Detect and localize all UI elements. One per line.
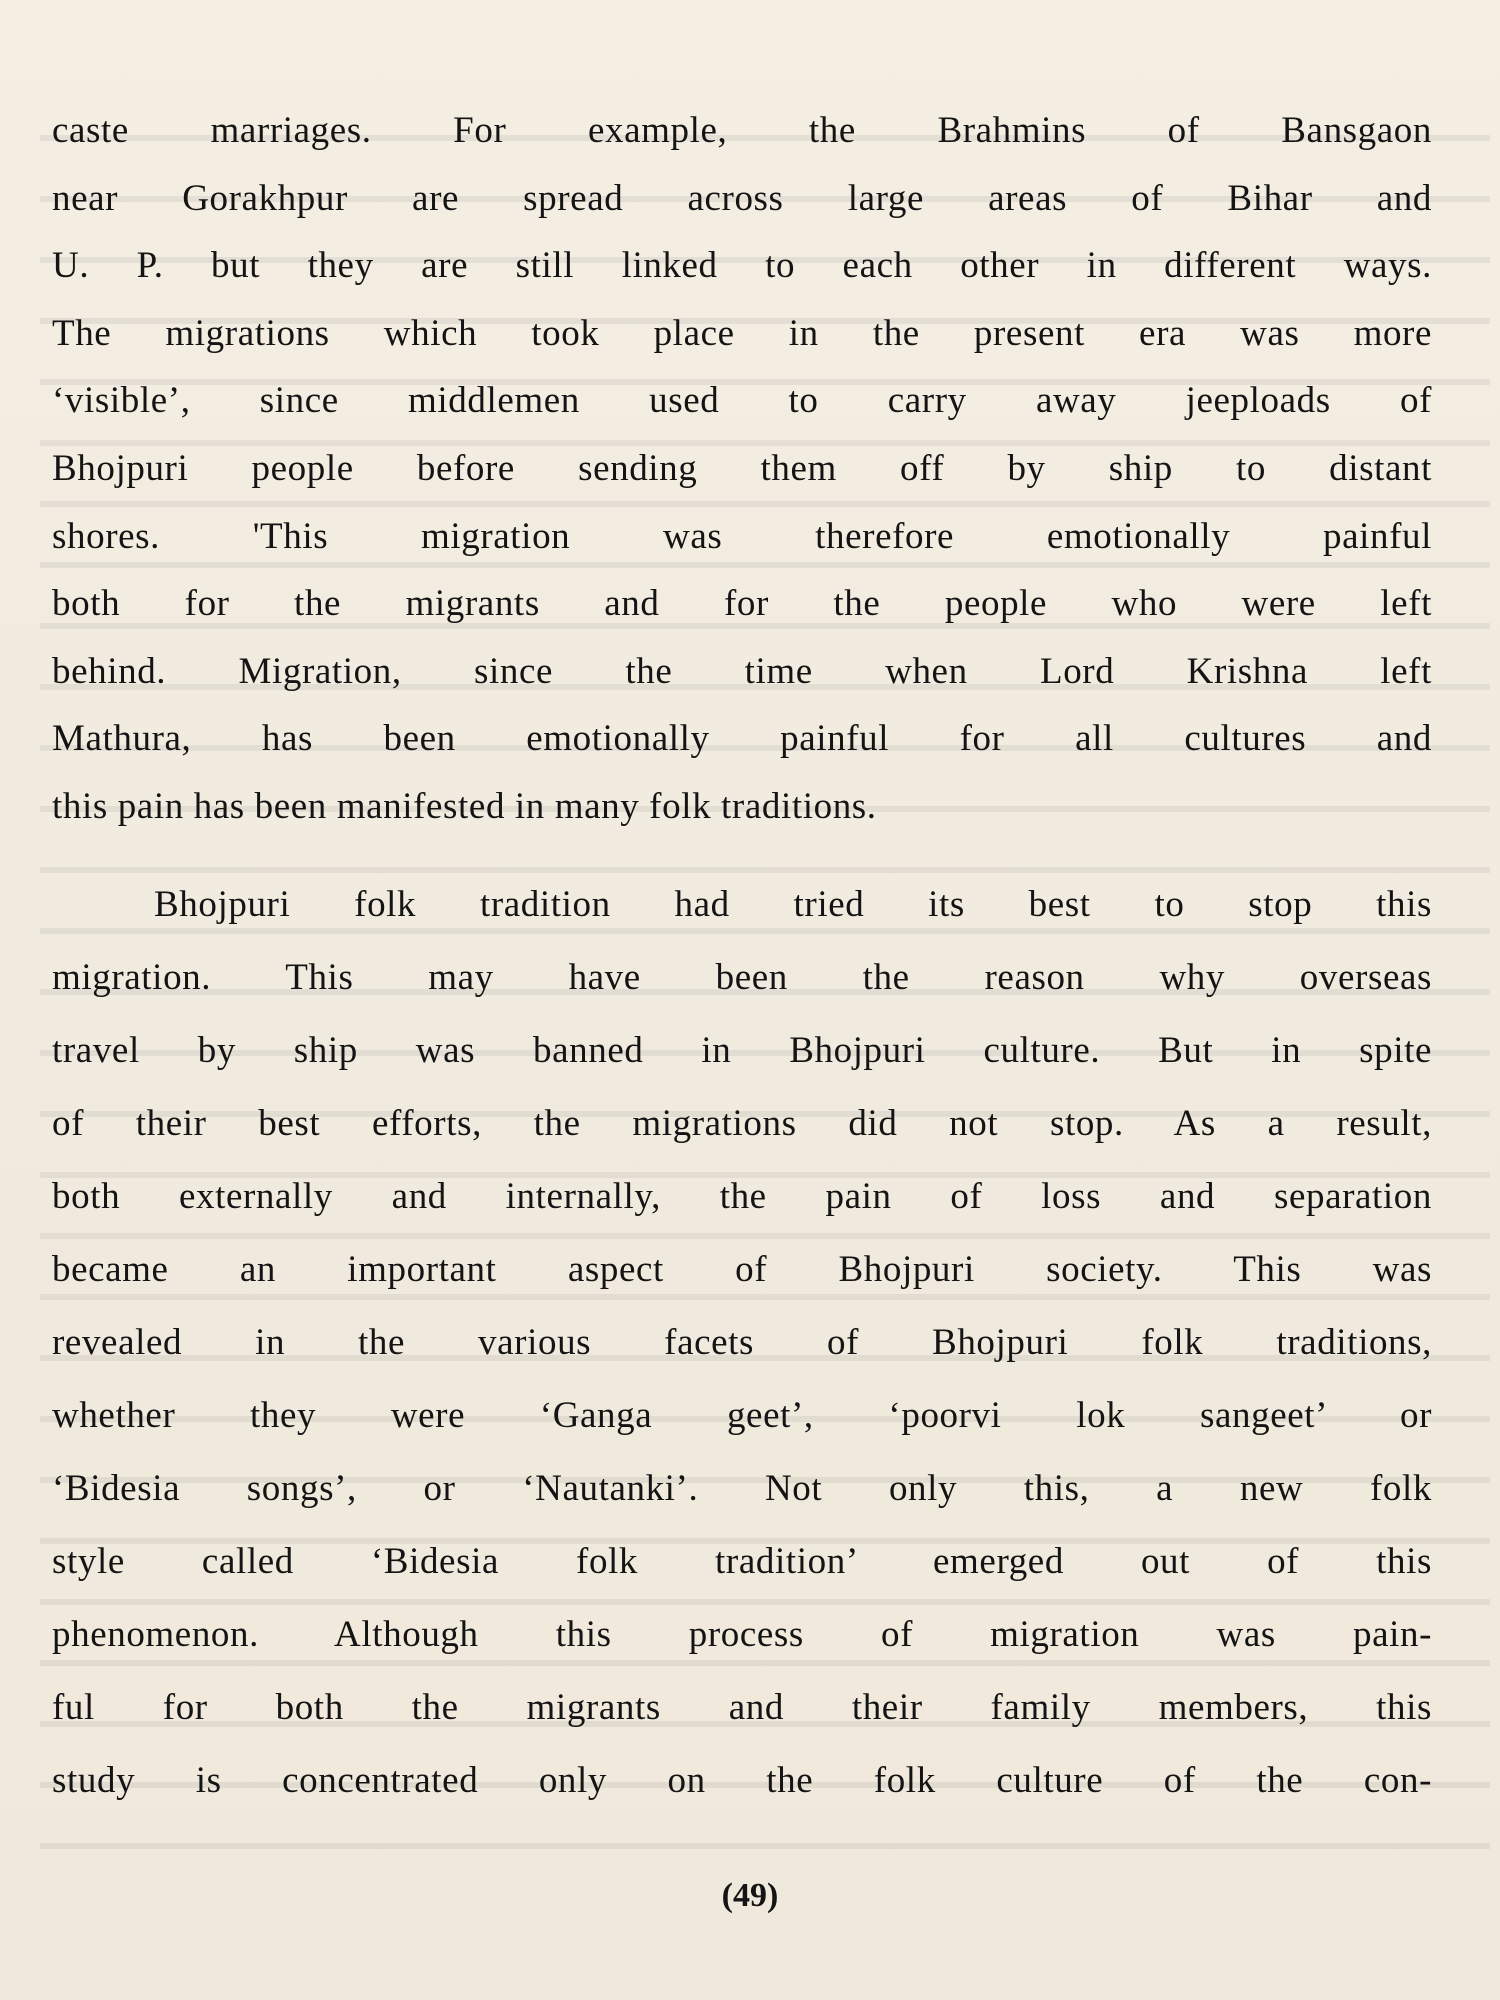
paragraph-2-line-4: of their best efforts, the migrations did not stop. As a result, (52, 1103, 1432, 1144)
paragraph-2-line-9: ‘Bidesia songs’, or ‘Nautanki’. Not only this, a new folk (52, 1468, 1432, 1509)
paragraph-2-line-11: phenomenon. Although this process of migration was pain- (52, 1614, 1432, 1655)
paragraph-1-line-7: shores. 'This migration was therefore emotionally painful (52, 516, 1432, 557)
paragraph-1-line-8: both for the migrants and for the people who were left (52, 583, 1432, 624)
paragraph-2-line-5: both externally and internally, the pain of loss and separation (52, 1176, 1432, 1217)
paragraph-1-line-4: The migrations which took place in the present era was more (52, 313, 1432, 354)
paragraph-2-line-12: ful for both the migrants and their family members, this (52, 1687, 1432, 1728)
paragraph-1-line-2: near Gorakhpur are spread across large areas of Bihar and (52, 178, 1432, 219)
paragraph-2-line-10: style called ‘Bidesia folk tradition’ emerged out of this (52, 1541, 1432, 1582)
paragraph-2-line-8: whether they were ‘Ganga geet’, ‘poorvi lok sangeet’ or (52, 1395, 1432, 1436)
paragraph-1-line-3: U. P. but they are still linked to each other in different ways. (52, 245, 1432, 286)
paragraph-1-line-6: Bhojpuri people before sending them off by ship to distant (52, 448, 1432, 489)
paragraph-2-line-6: became an important aspect of Bhojpuri society. This was (52, 1249, 1432, 1290)
page-number: (49) (721, 1877, 779, 1914)
paragraph-1-line-1: caste marriages. For example, the Brahmins of Bansgaon (52, 110, 1432, 151)
paragraph-2-line-13: study is concentrated only on the folk culture of the con- (52, 1760, 1432, 1801)
paragraph-1-line-9: behind. Migration, since the time when Lord Krishna left (52, 651, 1432, 692)
paragraph-1-line-10: Mathura, has been emotionally painful for all cultures and (52, 718, 1432, 759)
paragraph-2-line-7: revealed in the various facets of Bhojpuri folk traditions, (52, 1322, 1432, 1363)
paragraph-2-line-2: migration. This may have been the reason why overseas (52, 957, 1432, 998)
paragraph-1-line-5: ‘visible’, since middlemen used to carry away jeeploads of (52, 380, 1432, 421)
paragraph-2-line-1: Bhojpuri folk tradition had tried its best to stop this (154, 884, 1432, 925)
paragraph-2-line-3: travel by ship was banned in Bhojpuri culture. But in spite (52, 1030, 1432, 1071)
paragraph-1-line-11: this pain has been manifested in many folk traditions. (52, 786, 877, 827)
